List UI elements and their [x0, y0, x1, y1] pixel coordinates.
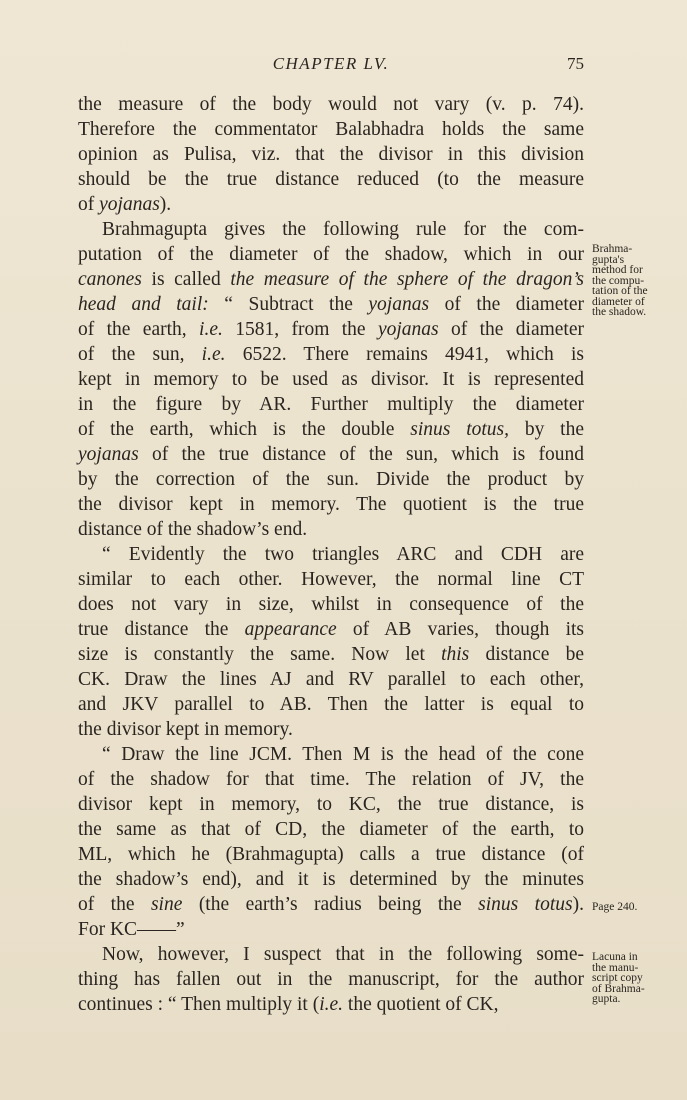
text-line	[78, 492, 584, 517]
text-run: kept in memory to be used as divisor. It is represented	[78, 369, 584, 390]
text-line	[78, 742, 584, 767]
text-run: Now, however, I suspect that in the following some-	[102, 944, 584, 965]
text-run: divisor kept in memory, to KC, the true distance, is	[78, 794, 584, 815]
text-line	[78, 217, 584, 242]
text-line	[78, 242, 584, 267]
text-run: For KC——”	[78, 919, 185, 940]
italic-text: the measure of the sphere of the dragon’s	[230, 269, 584, 290]
text-line	[78, 92, 584, 117]
text-line	[78, 467, 584, 492]
text-run: the quotient of CK,	[343, 994, 499, 1015]
text-run: the measure of the body would not vary (v. p. 74).	[78, 94, 584, 115]
text-run: the same as that of CD, the diameter of the earth, to	[78, 819, 584, 840]
text-run: 6522. There remains 4941, which is	[225, 344, 584, 365]
text-run: by the correction of the sun. Divide the product by	[78, 469, 584, 490]
text-run: of the	[78, 894, 151, 915]
text-run: the divisor kept in memory. The quotient is the true	[78, 494, 584, 515]
margin-note-brahmagupta-method	[592, 244, 648, 318]
text-run: of AB varies, though its	[336, 619, 584, 640]
margin-note-line: the shadow.	[592, 306, 647, 318]
italic-text: yojanas	[368, 294, 430, 315]
text-line	[78, 667, 584, 692]
text-run: of the diameter	[438, 319, 584, 340]
text-line	[78, 567, 584, 592]
text-run: of the earth, which is the double	[78, 419, 411, 440]
text-run: does not vary in size, whilst in consequence of the	[78, 594, 584, 615]
text-run: putation of the diameter of the shadow, which in our	[78, 244, 584, 265]
italic-text: this	[441, 644, 470, 665]
text-line	[78, 992, 584, 1017]
text-line	[78, 717, 584, 742]
page-header	[78, 54, 584, 80]
text-line	[78, 892, 584, 917]
text-run: 1581, from the	[222, 319, 378, 340]
chapter-title: CHAPTER LV.	[272, 54, 390, 73]
margin-note-line: gupta.	[592, 993, 621, 1005]
text-run: CK. Draw the lines AJ and RV parallel to each other,	[78, 669, 584, 690]
italic-text: yojanas	[78, 444, 139, 465]
text-run: ).	[159, 194, 172, 215]
italic-text: head and tail:	[78, 294, 209, 315]
text-line	[78, 917, 584, 942]
margin-note-line: Lacuna in	[592, 951, 638, 963]
text-run: in the figure by AR. Further multiply the diameter	[78, 394, 584, 415]
italic-text: yojanas	[377, 319, 439, 340]
text-line	[78, 417, 584, 442]
text-run: distance be	[469, 644, 584, 665]
italic-text: yojanas	[99, 194, 160, 215]
text-line	[78, 192, 584, 217]
text-line	[78, 617, 584, 642]
text-run: Therefore the commentator Balabhadra holds the same	[78, 119, 584, 140]
text-line	[78, 592, 584, 617]
text-run: the shadow’s end), and it is determined by the minutes	[78, 869, 584, 890]
text-run: ).	[572, 894, 584, 915]
text-run: true distance the	[78, 619, 245, 640]
text-line	[78, 367, 584, 392]
margin-note-page-ref	[592, 902, 637, 913]
margin-note-line: the manu-	[592, 961, 639, 974]
text-run: of	[78, 194, 100, 215]
text-run: size is constantly the same. Now let	[78, 644, 442, 665]
italic-text: sine	[150, 894, 183, 915]
text-line	[78, 142, 584, 167]
margin-note-line: method for	[592, 264, 643, 276]
text-line	[78, 767, 584, 792]
text-run: the divisor kept in memory.	[78, 719, 293, 740]
text-line	[78, 442, 584, 467]
text-line	[78, 117, 584, 142]
text-line	[78, 967, 584, 992]
text-run: of the shadow for that time. The relation of JV, the	[78, 769, 584, 790]
text-run: by the	[509, 419, 584, 440]
text-line	[78, 342, 584, 367]
text-run: distance of the shadow’s end.	[78, 519, 308, 540]
text-line	[78, 317, 584, 342]
page-number: 75	[567, 54, 584, 73]
text-run: “ Draw the line JCM. Then M is the head of the cone	[102, 744, 584, 765]
italic-text: sinus totus	[478, 894, 573, 915]
text-line	[78, 642, 584, 667]
text-run: of the diameter	[429, 294, 584, 315]
margin-note-line: diameter of	[592, 295, 645, 308]
text-run: (the earth’s radius being the	[182, 894, 479, 915]
margin-note-line: Page 240.	[592, 901, 638, 913]
text-line	[78, 542, 584, 567]
text-run: should be the true distance reduced (to the measure	[78, 169, 584, 190]
margin-note-line: tation of the	[592, 285, 648, 297]
margin-note-line: the compu-	[592, 274, 645, 287]
italic-text: appearance	[244, 619, 337, 640]
text-line	[78, 817, 584, 842]
margin-note-line: Brahma-	[592, 243, 633, 255]
text-line	[78, 792, 584, 817]
text-run: of the sun,	[78, 344, 202, 365]
text-line	[78, 517, 584, 542]
text-run: and JKV parallel to AB. Then the latter is equal to	[78, 694, 584, 715]
text-run: opinion as Pulisa, viz. that the divisor in this division	[78, 144, 584, 165]
margin-note-lacuna	[592, 952, 645, 1005]
text-line	[78, 942, 584, 967]
text-run: is called	[141, 269, 231, 290]
text-run: of the earth,	[78, 319, 200, 340]
text-line	[78, 167, 584, 192]
text-run: “ Subtract the	[208, 294, 369, 315]
italic-text: i.e.	[319, 994, 344, 1015]
text-run: thing has fallen out in the manuscript, for the author	[78, 969, 584, 990]
text-line	[78, 842, 584, 867]
text-run: ML, which he (Brahmagupta) calls a true distance (of	[78, 844, 584, 865]
text-line	[78, 392, 584, 417]
text-run: “ Evidently the two triangles ARC and CDH are	[102, 544, 584, 565]
text-run: similar to each other. However, the normal line CT	[78, 569, 584, 590]
text-line	[78, 692, 584, 717]
italic-text: sinus totus,	[410, 419, 510, 440]
text-line	[78, 867, 584, 892]
italic-text: canones	[78, 269, 142, 290]
text-line	[78, 292, 584, 317]
text-run: Brahmagupta gives the following rule for the com-	[102, 219, 584, 240]
margin-note-line: script copy	[592, 972, 643, 984]
margin-note-line: gupta's	[592, 253, 625, 266]
body-text	[78, 92, 584, 1017]
text-line	[78, 267, 584, 292]
italic-text: i.e.	[201, 344, 226, 365]
text-run: continues : “ Then multiply it (	[78, 994, 320, 1015]
margin-note-line: of Brahma-	[592, 982, 645, 995]
italic-text: i.e.	[199, 319, 223, 340]
text-run: of the true distance of the sun, which is found	[138, 444, 584, 465]
